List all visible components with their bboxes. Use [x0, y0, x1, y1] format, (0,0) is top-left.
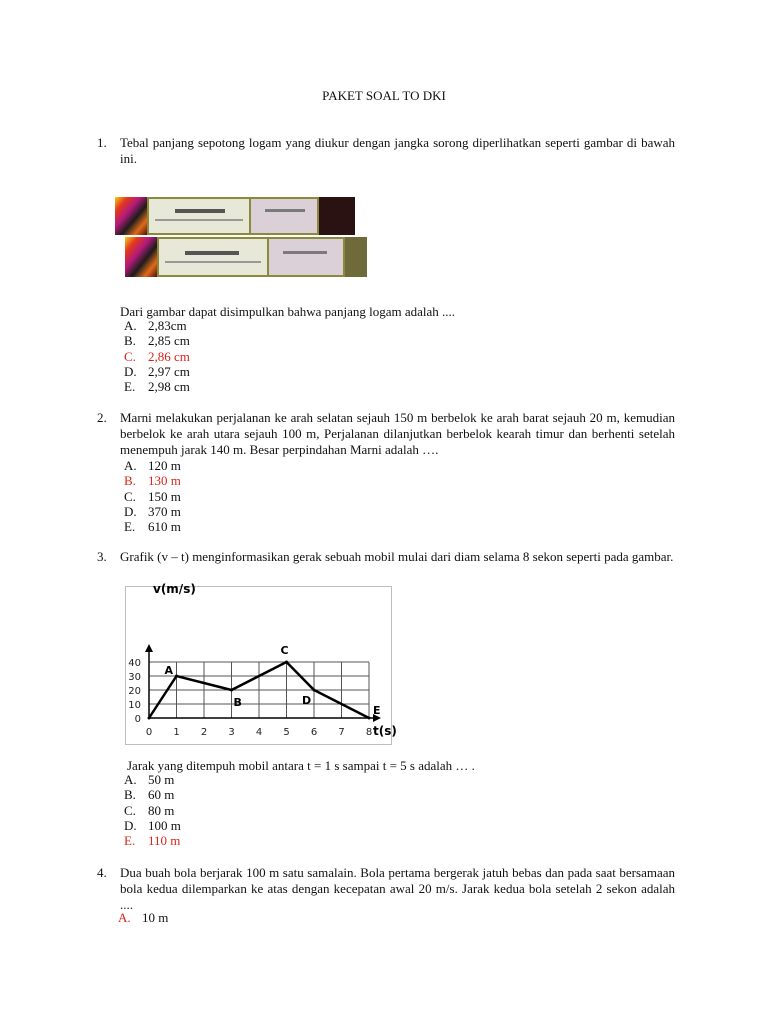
point-label-c: C	[280, 644, 289, 657]
question-number: 3.	[97, 549, 107, 564]
x-axis-label: t(s)	[373, 724, 397, 738]
x-tick-label: 6	[310, 727, 318, 738]
y-axis-arrow	[145, 644, 153, 652]
q2-options	[124, 458, 181, 534]
option-a: A. 120 m	[124, 458, 181, 473]
q1-options	[124, 318, 190, 394]
option-d: D. 100 m	[124, 817, 181, 833]
question-2	[97, 410, 675, 458]
point-label-a: A	[164, 664, 174, 677]
point-label-d: D	[302, 694, 312, 707]
data-point	[175, 675, 178, 678]
option-d: D. 370 m	[124, 503, 181, 519]
option-b: B. 2,85 cm	[124, 333, 190, 349]
question-text: Tebal panjang sepotong logam yang diukur dengan jangka sorong diperlihatkan seperti gambar di bawah ini.	[120, 135, 675, 166]
q3-options	[124, 772, 181, 848]
vt-chart	[125, 578, 410, 746]
option-e-correct: E. 110 m	[124, 833, 181, 849]
question-text: Dua buah bola berjarak 100 m satu samalain. Bola pertama bergerak jatuh bebas dan pada saat bersamaan bola kedua dilemparkan ke atas dengan kecepatan awal 20 m/s. Jarak kedua bola setelah 2 sekon adalah ....	[120, 865, 675, 912]
option-c-correct: C. 2,86 cm	[124, 348, 190, 364]
question-number: 4.	[97, 865, 107, 880]
y-tick-label: 0	[134, 714, 141, 725]
question-4	[97, 865, 675, 913]
data-point	[148, 717, 151, 720]
x-tick-label: 8	[365, 727, 373, 738]
option-c: C. 150 m	[124, 488, 181, 504]
x-tick-label: 2	[200, 727, 208, 738]
q4-options	[118, 910, 168, 925]
option-d: D. 2,97 cm	[124, 363, 190, 379]
x-tick-label: 1	[173, 727, 180, 738]
y-tick-label: 10	[128, 700, 141, 711]
data-point	[230, 689, 233, 692]
option-e: E. 610 m	[124, 519, 181, 535]
point-label-e: E	[373, 704, 381, 717]
y-tick-label: 20	[128, 686, 141, 697]
option-a: A. 50 m	[124, 772, 175, 787]
option-a-correct: A. 10 m	[118, 910, 169, 925]
q3-question: Jarak yang ditempuh mobil antara t = 1 s sampai t = 5 s adalah … .	[127, 758, 475, 773]
option-a: A. 2,83cm	[124, 318, 187, 333]
x-tick-label: 4	[255, 727, 263, 738]
vt-chart-svg	[125, 578, 410, 746]
y-tick-label: 30	[128, 672, 141, 683]
page-title: PAKET SOAL TO DKI	[322, 88, 446, 103]
question-text: Grafik (v – t) menginformasikan gerak sebuah mobil mulai dari diam selama 8 sekon seperti pada gambar.	[120, 549, 674, 564]
y-tick-label: 40	[128, 658, 141, 669]
point-label-b: B	[233, 696, 242, 709]
option-b-correct: B. 130 m	[124, 473, 181, 489]
data-point	[313, 689, 316, 692]
caliper-image	[115, 195, 367, 279]
question-number: 1.	[97, 135, 107, 150]
question-text: Marni melakukan perjalanan ke arah selatan sejauh 150 m berbelok ke arah barat sejauh 20 m, kemudian berbelok ke arah utara sejauh 100 m, Perjalanan dilanjutkan berbelok kearah timur dan berhenti setelah menempuh jarak 140 m. Besar perpindahan Marni adalah ….	[120, 410, 675, 457]
question-1	[97, 135, 675, 167]
x-tick-label: 7	[338, 727, 345, 738]
data-point	[368, 717, 371, 720]
option-b: B. 60 m	[124, 787, 175, 803]
question-number: 2.	[97, 410, 107, 425]
question-3	[97, 549, 675, 565]
x-tick-label: 5	[283, 727, 290, 738]
y-axis-label: v(m/s)	[153, 582, 196, 596]
option-c: C. 80 m	[124, 802, 175, 818]
x-tick-label: 3	[228, 727, 235, 738]
data-point	[285, 661, 288, 664]
q1-conclusion: Dari gambar dapat disimpulkan bahwa panjang logam adalah ....	[120, 304, 456, 319]
option-e: E. 2,98 cm	[124, 379, 190, 395]
x-tick-label: 0	[145, 727, 153, 738]
